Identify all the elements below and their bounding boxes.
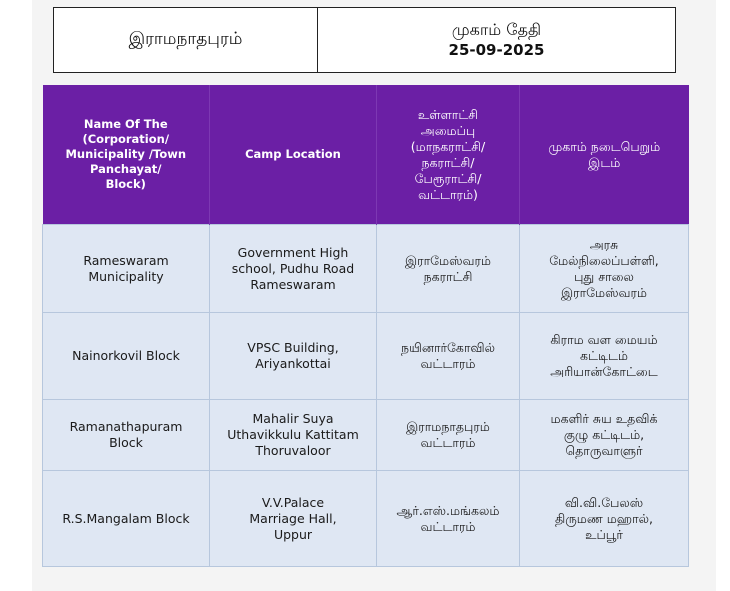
cell-camp-location: V.V.Palace Marriage Hall, Uppur xyxy=(210,471,377,567)
header-box xyxy=(53,7,676,73)
cell-local-body-type: ஆர்.எஸ்.மங்கலம் வட்டாரம் xyxy=(377,471,520,567)
table-row xyxy=(43,471,689,567)
cell-local-body-name: Rameswaram Municipality xyxy=(43,225,210,313)
column-header-local-body-type: உள்ளாட்சி அமைப்பு (மாநகராட்சி/ நகராட்சி/ பேரூராட்சி/ வட்டாரம்) xyxy=(377,85,520,225)
cell-camp-venue: மகளிர் சுய உதவிக் குழு கட்டிடம், தொருவாளுர் xyxy=(520,400,689,471)
table-row xyxy=(43,225,689,313)
column-header-camp-venue: முகாம் நடைபெறும் இடம் xyxy=(520,85,689,225)
district-name: இராமநாதபுரம் xyxy=(54,8,318,72)
cell-camp-location: VPSC Building, Ariyankottai xyxy=(210,313,377,400)
camp-date-block xyxy=(318,8,675,72)
cell-local-body-name: R.S.Mangalam Block xyxy=(43,471,210,567)
cell-camp-venue: வி.வி.பேலஸ் திருமண மஹால், உப்பூர் xyxy=(520,471,689,567)
cell-camp-venue: அரசு மேல்நிலைப்பள்ளி, புது சாலை இராமேஸ்வரம் xyxy=(520,225,689,313)
camp-date-label: முகாம் தேதி xyxy=(451,20,542,39)
camp-date: 25-09-2025 xyxy=(448,41,545,59)
camp-table xyxy=(42,85,689,567)
cell-camp-location: Government High school, Pudhu Road Rameswaram xyxy=(210,225,377,313)
table-row xyxy=(43,313,689,400)
table-header-row xyxy=(43,85,689,225)
column-header-local-body-name: Name Of The (Corporation/ Municipality /Town Panchayat/ Block) xyxy=(43,85,210,225)
cell-local-body-type: நயினார்கோவில் வட்டாரம் xyxy=(377,313,520,400)
cell-local-body-type: இராமநாதபுரம் வட்டாரம் xyxy=(377,400,520,471)
cell-local-body-type: இராமேஸ்வரம் நகராட்சி xyxy=(377,225,520,313)
cell-camp-location: Mahalir Suya Uthavikkulu Kattitam Thoruvaloor xyxy=(210,400,377,471)
cell-camp-venue: கிராம வள மையம் கட்டிடம் அரியான்கோட்டை xyxy=(520,313,689,400)
table-row xyxy=(43,400,689,471)
cell-local-body-name: Ramanathapuram Block xyxy=(43,400,210,471)
cell-local-body-name: Nainorkovil Block xyxy=(43,313,210,400)
column-header-camp-location: Camp Location xyxy=(210,85,377,225)
